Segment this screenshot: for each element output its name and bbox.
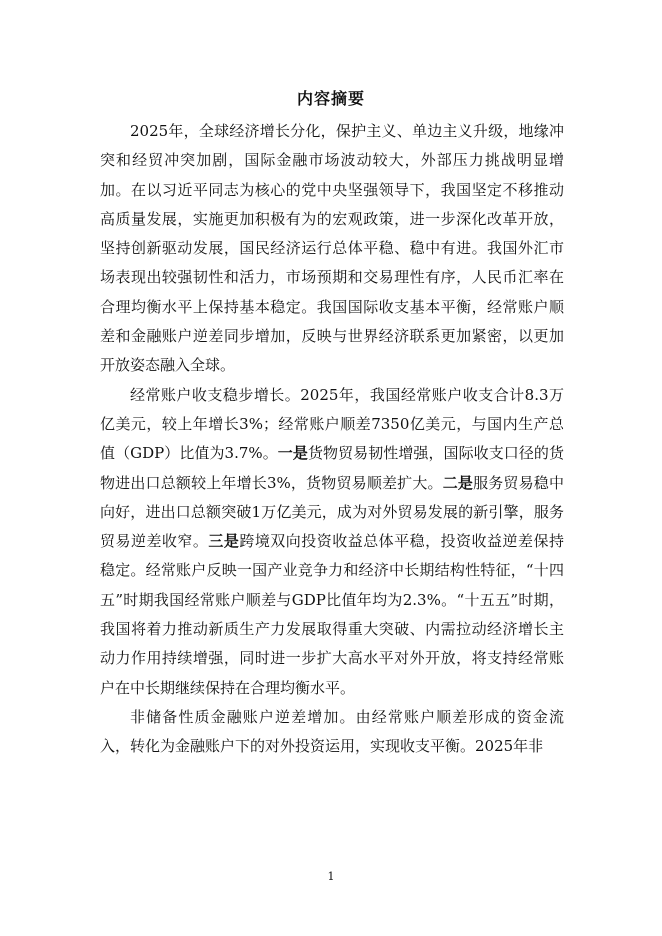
point-two-text: 服务贸易稳中向好，进出口总额突破1万亿美元，成为对外贸易发展的新引擎，服务贸易逆差收窄。 bbox=[100, 473, 564, 551]
current-account-intro: 经常账户收支稳步增长。2025年，我国经常账户收支合计8.3万亿美元，较上年增长3%；经常账户顺差7350亿美元，与国内生产总值（GDP）比值为3.7%。 bbox=[100, 385, 564, 463]
page-number: 1 bbox=[327, 870, 335, 883]
point-three-text: 跨境双向投资收益总体平稳，投资收益逆差保持稳定。经常账户反映一国产业竞争力和经济中长期结构性特征，“十四五”时期我国经常账户顺差与GDP比值年均为2.3%。“十五五”时期，我国将着力推动新质生产力发展取得重大突破、内需拉动经济增长主动力作用持续增强，同时进一步扩大高水平对外开放，将支持经常账户在中长期继续保持在合理均衡水平。 bbox=[100, 532, 564, 697]
document-body bbox=[100, 117, 564, 762]
point-two-label: 二是 bbox=[442, 473, 474, 492]
point-one-label: 一是 bbox=[277, 444, 308, 463]
paragraph-current-account bbox=[100, 381, 564, 703]
paragraph-financial-account: 非储备性质金融账户逆差增加。由经常账户顺差形成的资金流入，转化为金融账户下的对外投资运用，实现收支平衡。2025年非 bbox=[100, 707, 564, 756]
point-one-text: 货物贸易韧性增强，国际收支口径的货物进出口总额较上年增长3%，货物贸易顺差扩大。 bbox=[100, 444, 564, 492]
point-three-label: 三是 bbox=[208, 532, 240, 551]
page-title: 内容摘要 bbox=[296, 89, 365, 108]
paragraph-overview: 2025年，全球经济增长分化，保护主义、单边主义升级，地缘冲突和经贸冲突加剧，国际金融市场波动较大，外部压力挑战明显增加。在以习近平同志为核心的党中央坚强领导下，我国坚定不移推动高质量发展，实施更加积极有为的宏观政策，进一步深化改革开放，坚持创新驱动发展，国民经济运行总体平稳、稳中有进。我国外汇市场表现出较强韧性和活力，市场预期和交易理性有序，人民币汇率在合理均衡水平上保持基本稳定。我国国际收支基本平衡，经常账户顺差和金融账户逆差同步增加，反映与世界经济联系更加紧密，以更加开放姿态融入全球。 bbox=[100, 122, 564, 375]
